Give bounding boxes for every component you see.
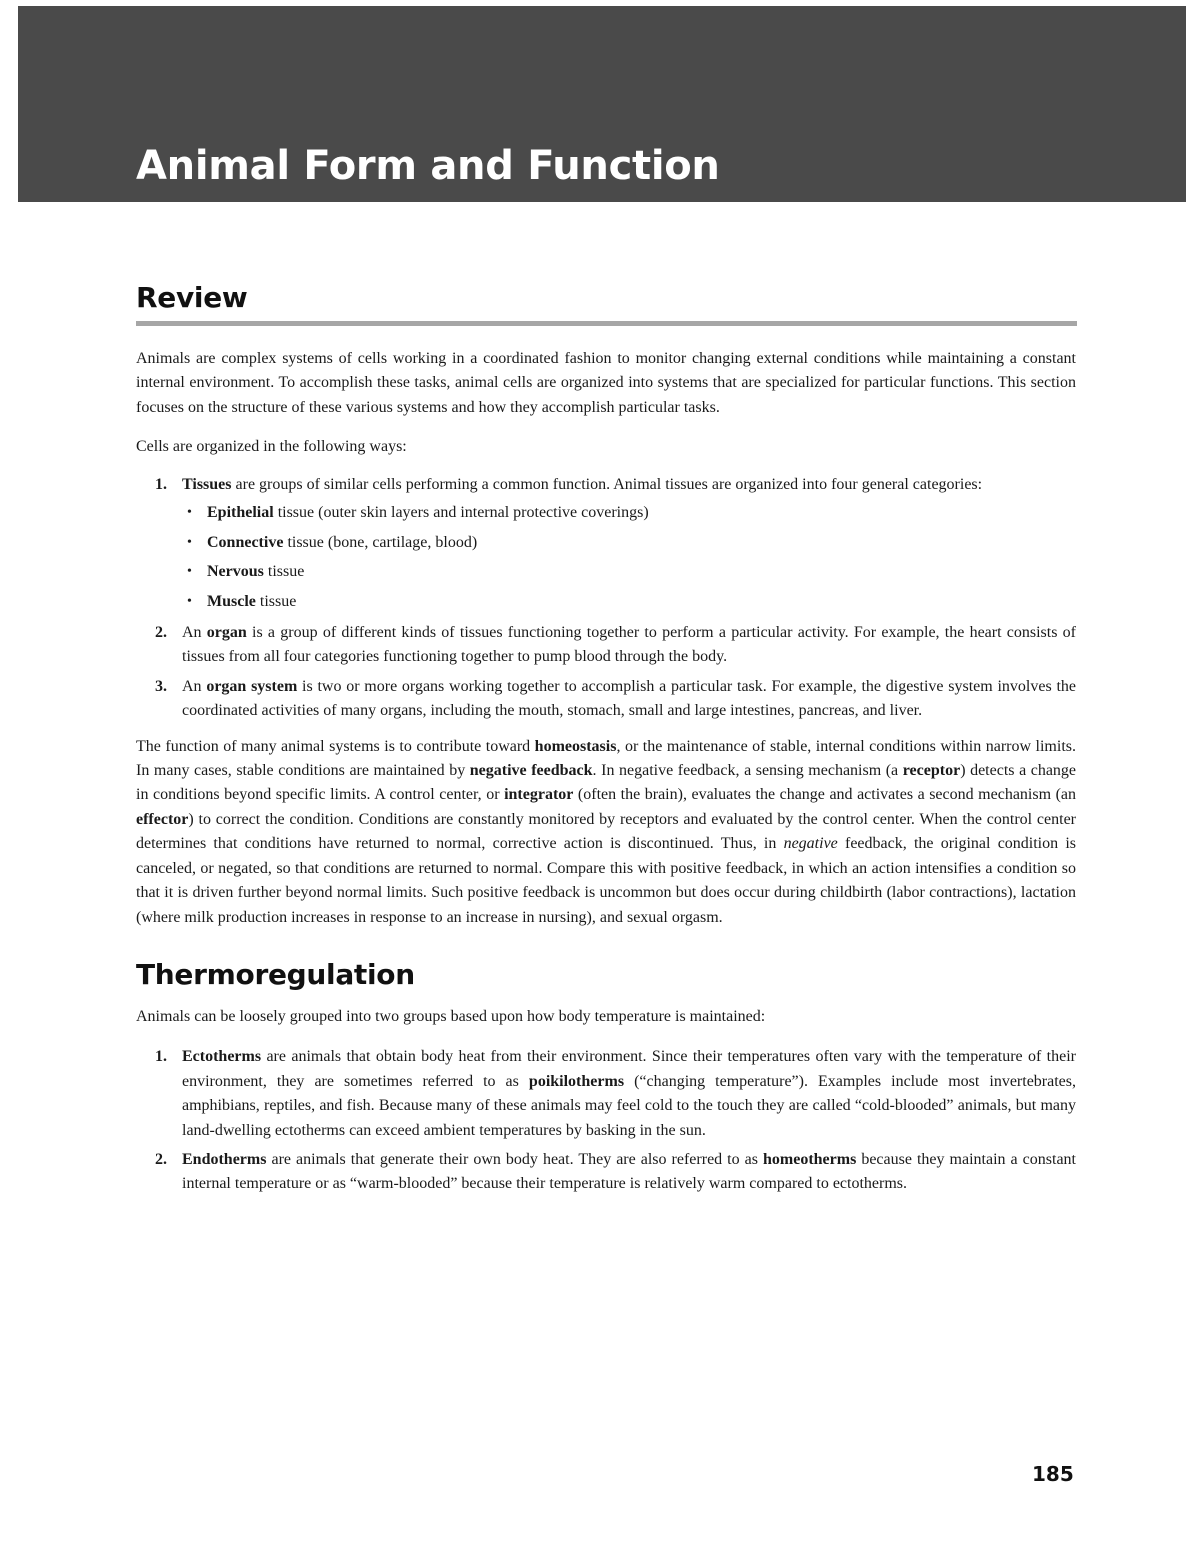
list-item-text: are animals that generate their own body heat. They are also referred to as bbox=[266, 1150, 763, 1168]
list-item-connective bbox=[182, 528, 1076, 558]
term-integrator: integrator bbox=[504, 786, 574, 804]
bullet-icon: • bbox=[187, 593, 192, 609]
thermoregulation-list bbox=[136, 1045, 1076, 1196]
list-item-text: are groups of similar cells performing a common function. Animal tissues are organized into four general categories: bbox=[231, 475, 983, 493]
bullet-icon: • bbox=[187, 505, 192, 521]
review-intro-paragraph: Animals are complex systems of cells working in a coordinated fashion to monitor changing external conditions while maintaining a constant internal environment. To accomplish these tasks, animal cells are organized into systems that are specialized for particular functions. This section focuses on the structure of these various systems and how they accomplish particular tasks. bbox=[136, 350, 1076, 416]
term-tissues: Tissues bbox=[182, 475, 232, 493]
thermoregulation-heading: Thermoregulation bbox=[136, 957, 415, 991]
list-item-organ-system bbox=[136, 675, 1076, 724]
list-item-text: tissue (bone, cartilage, blood) bbox=[283, 533, 478, 551]
page-content bbox=[136, 278, 1076, 1202]
list-item-text: An bbox=[182, 624, 207, 642]
term-organ-system: organ system bbox=[206, 677, 298, 695]
list-item-text: tissue bbox=[255, 592, 297, 610]
term-poikilotherms: poikilotherms bbox=[528, 1072, 625, 1090]
paragraph-text: , or the maintenance of stable, internal conditions within narrow limits. In many cases, stable conditions are maintained by bbox=[136, 737, 1076, 780]
list-number: 1. bbox=[155, 1048, 167, 1066]
list-number: 2. bbox=[155, 1150, 167, 1168]
list-item-text: is a group of different kinds of tissues functioning together to perform a particular activity. For example, the heart consists of tissues from all four categories functioning together to pump blood through the body. bbox=[182, 624, 1077, 666]
paragraph-text: . In negative feedback, a sensing mechanism (a bbox=[592, 762, 903, 780]
term-connective: Connective bbox=[207, 533, 284, 551]
list-item-organ bbox=[136, 621, 1076, 670]
paragraph-text: feedback, the original condition is canceled, or negated, so that conditions are returned to normal. Compare this with positive feedback, in which an action intensifies a condition so that it is driven further beyond normal limits. Such positive feedback is uncommon but does occur during childbirth (labor contractions), lactation (where milk production increases in response to an increase in nursing), and sexual orgasm. bbox=[136, 835, 1077, 926]
term-homeotherms: homeotherms bbox=[763, 1150, 857, 1168]
list-number: 1. bbox=[155, 475, 167, 493]
list-number: 2. bbox=[155, 624, 167, 642]
bullet-icon: • bbox=[187, 534, 192, 550]
review-heading: Review bbox=[136, 281, 248, 314]
list-item-ectotherms bbox=[136, 1045, 1076, 1143]
term-receptor: receptor bbox=[902, 762, 961, 780]
paragraph-text: ) detects a change in conditions beyond specific limits. A control center, or bbox=[136, 762, 1077, 804]
list-item-nervous bbox=[182, 557, 1076, 587]
thermoregulation-intro-paragraph: Animals can be loosely grouped into two groups based upon how body temperature is maintained: bbox=[136, 1007, 766, 1025]
list-item-text: are animals that obtain body heat from their environment. Since their temperatures often vary with the temperature of their environment, they are sometimes referred to as bbox=[182, 1048, 1076, 1090]
cell-organization-list bbox=[136, 473, 1076, 724]
term-organ: organ bbox=[206, 624, 247, 642]
page-number: 185 bbox=[1032, 1462, 1074, 1486]
term-endotherms: Endotherms bbox=[182, 1150, 267, 1168]
homeostasis-paragraph bbox=[136, 735, 1076, 930]
tissue-categories-list bbox=[182, 498, 1076, 616]
term-homeostasis: homeostasis bbox=[534, 737, 617, 755]
term-epithelial: Epithelial bbox=[207, 504, 274, 522]
term-effector: effector bbox=[136, 810, 189, 828]
term-nervous: Nervous bbox=[207, 563, 264, 581]
list-item-text: tissue (outer skin layers and internal protective coverings) bbox=[273, 504, 649, 522]
term-muscle: Muscle bbox=[207, 592, 256, 610]
list-item-text: is two or more organs working together to accomplish a particular task. For example, the digestive system involves the coordinated activities of many organs, including the mouth, stomach, small and large intestines, pancreas, and liver. bbox=[182, 677, 1076, 720]
list-item-endotherms bbox=[136, 1148, 1076, 1197]
list-item-text: tissue bbox=[263, 563, 305, 581]
paragraph-text: (often the brain), evaluates the change and activates a second mechanism (an bbox=[573, 786, 1076, 804]
list-item-epithelial bbox=[182, 498, 1076, 528]
paragraph-text: ) to correct the condition. Conditions are constantly monitored by receptors and evaluated by the control center. When the control center determines that conditions have returned to normal, corrective action is discontinued. Thus, in bbox=[136, 810, 1076, 853]
paragraph-text: The function of many animal systems is to contribute toward bbox=[136, 737, 535, 755]
term-ectotherms: Ectotherms bbox=[182, 1048, 262, 1066]
emphasis-negative: negative bbox=[783, 835, 838, 853]
chapter-title: Animal Form and Function bbox=[136, 143, 720, 189]
list-item-tissues bbox=[136, 473, 1076, 616]
list-item-text: (“changing temperature”). Examples include most invertebrates, amphibians, reptiles, and fish. Because many of these animals may feel cold to the touch they are called “cold-blooded” animals, but many land-dwelling ectotherms can exceed ambient temperatures by basking in the sun. bbox=[182, 1072, 1076, 1139]
list-item-text: An bbox=[182, 677, 207, 695]
list-number: 3. bbox=[155, 677, 167, 695]
heading-rule bbox=[136, 321, 1077, 326]
term-negative-feedback: negative feedback bbox=[469, 762, 593, 780]
bullet-icon: • bbox=[187, 564, 192, 580]
list-item-muscle bbox=[182, 587, 1076, 617]
list-item-text: because they maintain a constant internal temperature or as “warm-blooded” because their temperature is relatively warm compared to ectotherms. bbox=[182, 1150, 1076, 1193]
cells-intro-paragraph: Cells are organized in the following ways: bbox=[136, 438, 407, 456]
